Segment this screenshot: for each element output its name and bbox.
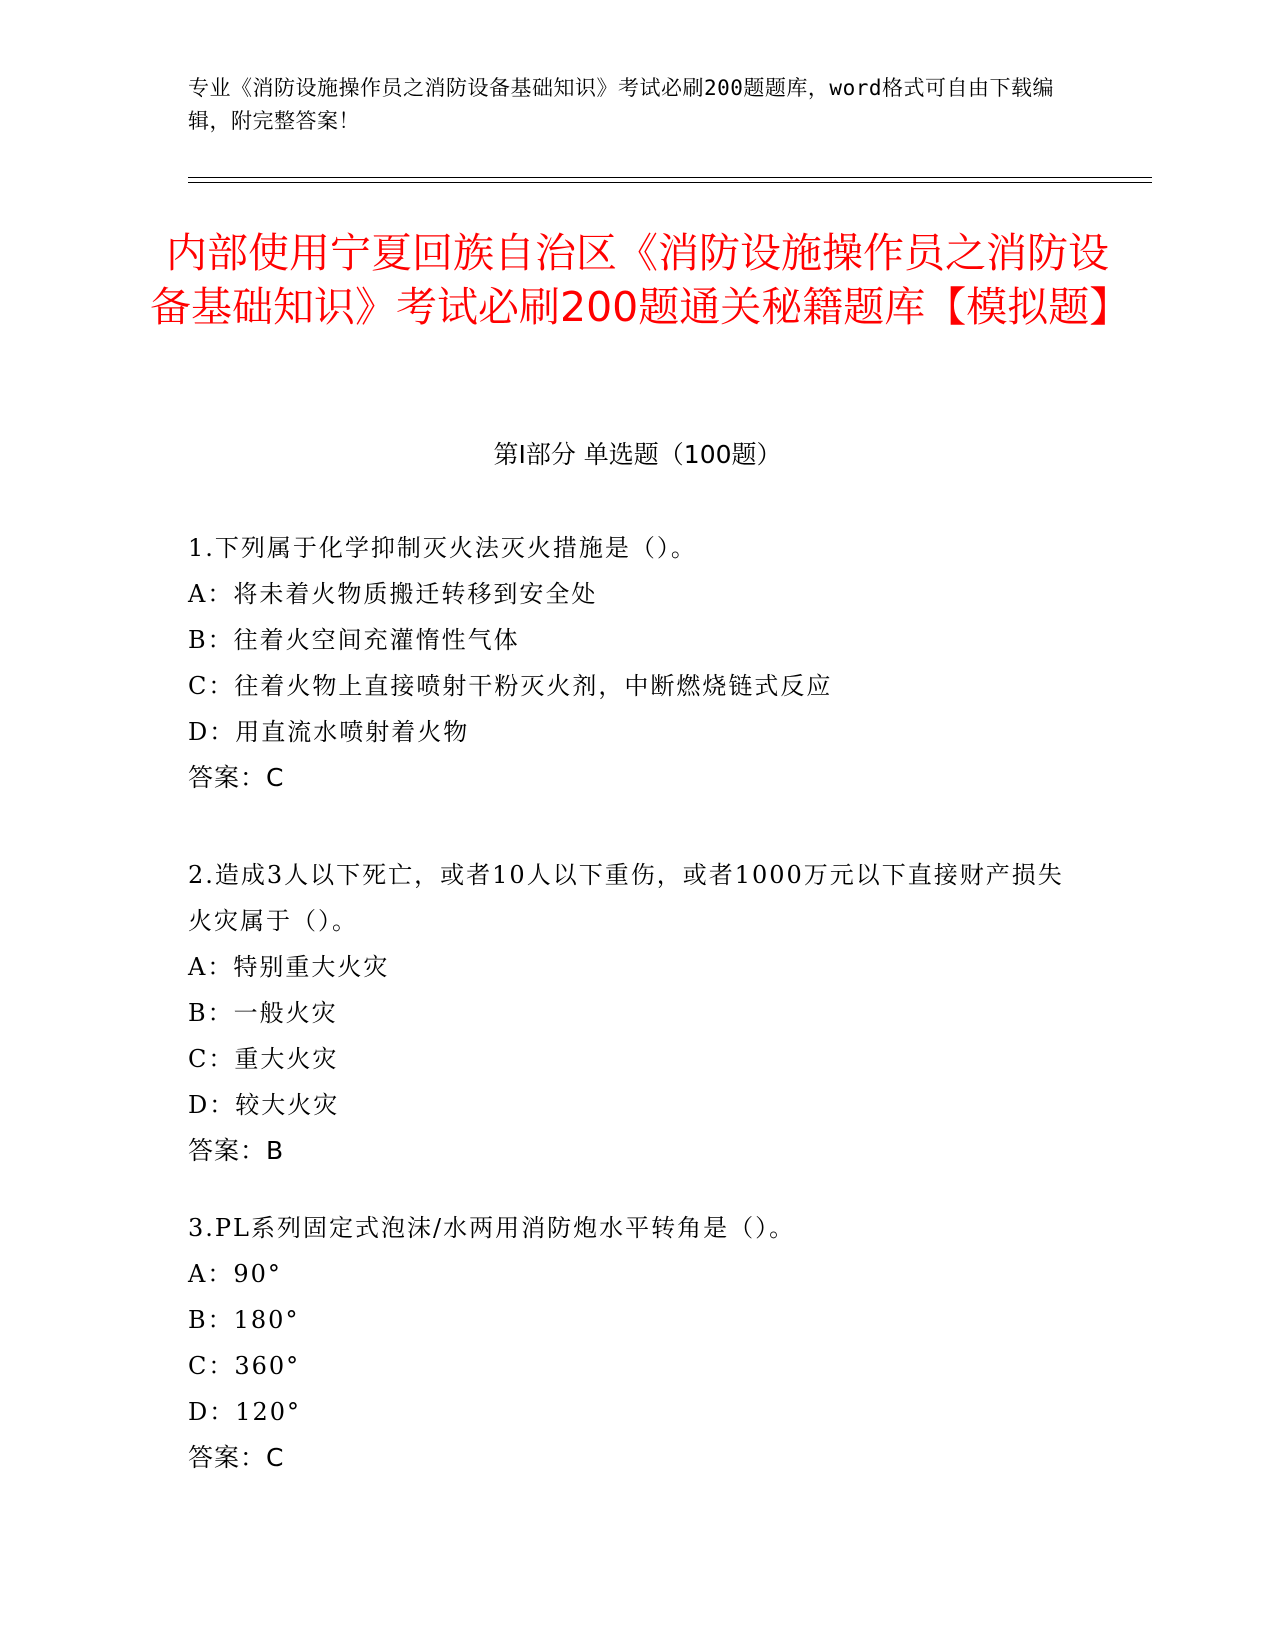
option-b: B：一般火灾	[188, 999, 338, 1027]
answer: 答案：C	[188, 1443, 285, 1472]
option-d: D：120°	[188, 1398, 302, 1426]
option-a: A：将未着火物质搬迁转移到安全处	[188, 580, 598, 608]
question-1	[188, 525, 1068, 801]
option-d: D：较大火灾	[188, 1091, 340, 1119]
option-a: A：特别重大火灾	[188, 953, 390, 981]
section-title: 第I部分 单选题（100题）	[493, 440, 782, 469]
question-3	[188, 1205, 1068, 1481]
answer: 答案：C	[188, 763, 285, 792]
header-divider-top	[188, 177, 1152, 178]
question-2	[188, 852, 1068, 1174]
question-stem: 3.PL系列固定式泡沫/水两用消防炮水平转角是（）。	[188, 1214, 796, 1242]
answer: 答案：B	[188, 1136, 285, 1165]
option-b: B：往着火空间充灌惰性气体	[188, 626, 520, 654]
option-c: C：往着火物上直接喷射干粉灭火剂，中断燃烧链式反应	[188, 672, 833, 700]
question-stem: 2.造成3人以下死亡，或者10人以下重伤，或者1000万元以下直接财产损失火灾属于（）。	[188, 861, 1064, 935]
option-a: A：90°	[188, 1260, 282, 1288]
option-c: C：重大火灾	[188, 1045, 339, 1073]
header-note: 专业《消防设施操作员之消防设备基础知识》考试必刷200题题库，word格式可自由下载编辑，附完整答案！	[188, 76, 1054, 133]
question-stem: 1.下列属于化学抑制灭火法灭火措施是（）。	[188, 534, 697, 562]
option-c: C：360°	[188, 1352, 301, 1380]
document-title: 内部使用宁夏回族自治区《消防设施操作员之消防设备基础知识》考试必刷200题通关秘籍题库【模拟题】	[150, 229, 1131, 331]
option-d: D：用直流水喷射着火物	[188, 718, 470, 746]
header-divider-bottom	[188, 182, 1152, 183]
option-b: B：180°	[188, 1306, 300, 1334]
